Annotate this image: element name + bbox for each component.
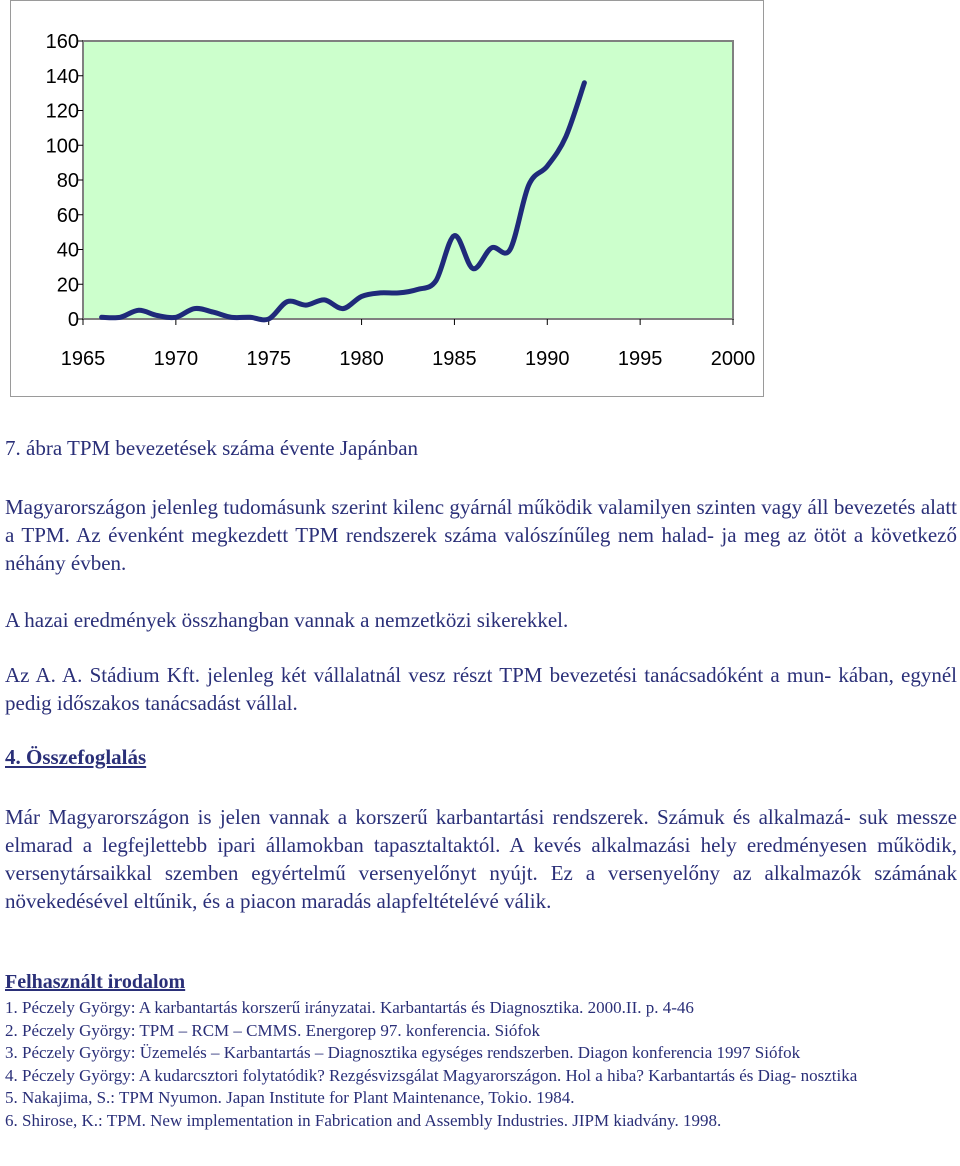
reference-item: 4. Péczely György: A kudarcsztori folytatódik? Rezgésvizsgálat Magyarországon. Hol a hiba? Karbantartás és Diag- nosztika (5, 1065, 858, 1085)
line-chart (11, 1, 765, 398)
paragraph-current-state: Magyarországon jelenleg tudomásunk szerint kilenc gyárnál működik valamilyen szinten vagy áll bevezetés alatt a TPM. Az évenként megkezdett TPM rendszerek száma valószínűleg nem halad- ja meg az ötöt a következő néhány évben. (5, 495, 957, 575)
y-tick-label: 120 (45, 100, 79, 123)
y-axis (46, 31, 83, 331)
paragraph-summary: Már Magyarországon is jelen vannak a korszerű karbantartási rendszerek. Számuk és alkalmazá- suk messze elmarad a legfejlettebb ipari államokban tapasztaltaktól. A kevés alkalmazási hely eredményesen működik, versenytársaikkal szemben egyértelmű versenyelőnyt nyújt. Ez a versenyelőny az alkalmazók számának növekedésével eltűnik, és a piacon maradás alapfeltételévé válik. (5, 805, 957, 913)
y-tick-label: 0 (67, 309, 79, 331)
x-tick-label: 1975 (246, 348, 291, 370)
y-tick-label: 140 (45, 65, 79, 88)
x-tick-label: 1970 (153, 348, 199, 370)
y-tick-label: 20 (56, 274, 79, 297)
x-tick-label: 1980 (339, 348, 384, 370)
x-tick-label: 1985 (432, 348, 477, 370)
paragraph-consulting: Az A. A. Stádium Kft. jelenleg két vállalatnál vesz részt TPM bevezetési tanácsadóként a mun- kában, egynél pedig időszakos tanácsadást vállal. (5, 663, 957, 715)
reference-item: 5. Nakajima, S.: TPM Nyumon. Japan Institute for Plant Maintenance, Tokio. 1984. (5, 1088, 575, 1108)
plot-area (83, 41, 733, 319)
section-heading-summary: 4. Összefoglalás (5, 745, 147, 769)
y-tick-label: 100 (45, 135, 79, 158)
reference-item: 1. Péczely György: A karbantartás korszerű irányzatai. Karbantartás és Diagnosztika. 2000.II. p. 4-46 (5, 998, 694, 1017)
y-tick-label: 40 (56, 239, 79, 262)
figure-caption: 7. ábra TPM bevezetések száma évente Japánban (5, 436, 419, 460)
x-tick-label: 1995 (617, 348, 663, 370)
y-tick-label: 160 (45, 31, 79, 53)
reference-item: 2. Péczely György: TPM – RCM – CMMS. Energorep 97. konferencia. Siófok (5, 1020, 540, 1040)
y-tick-label: 80 (56, 170, 79, 192)
x-tick-label: 1965 (60, 348, 106, 370)
references-heading: Felhasznált irodalom (5, 971, 186, 993)
chart-frame (10, 0, 764, 397)
x-tick-label: 1990 (525, 348, 570, 370)
x-axis (61, 319, 756, 370)
y-tick-label: 60 (56, 204, 79, 227)
x-tick-label: 2000 (710, 348, 756, 370)
reference-item: 6. Shirose, K.: TPM. New implementation in Fabrication and Assembly Industries. JIPM kiadvány. 1998. (5, 1110, 722, 1130)
reference-list (5, 997, 957, 1133)
reference-item: 3. Péczely György: Üzemelés – Karbantartás – Diagnosztika egységes rendszerben. Diagon konferencia 1997 Siófok (5, 1043, 801, 1063)
paragraph-results: A hazai eredmények összhangban vannak a nemzetközi sikerekkel. (5, 608, 569, 632)
